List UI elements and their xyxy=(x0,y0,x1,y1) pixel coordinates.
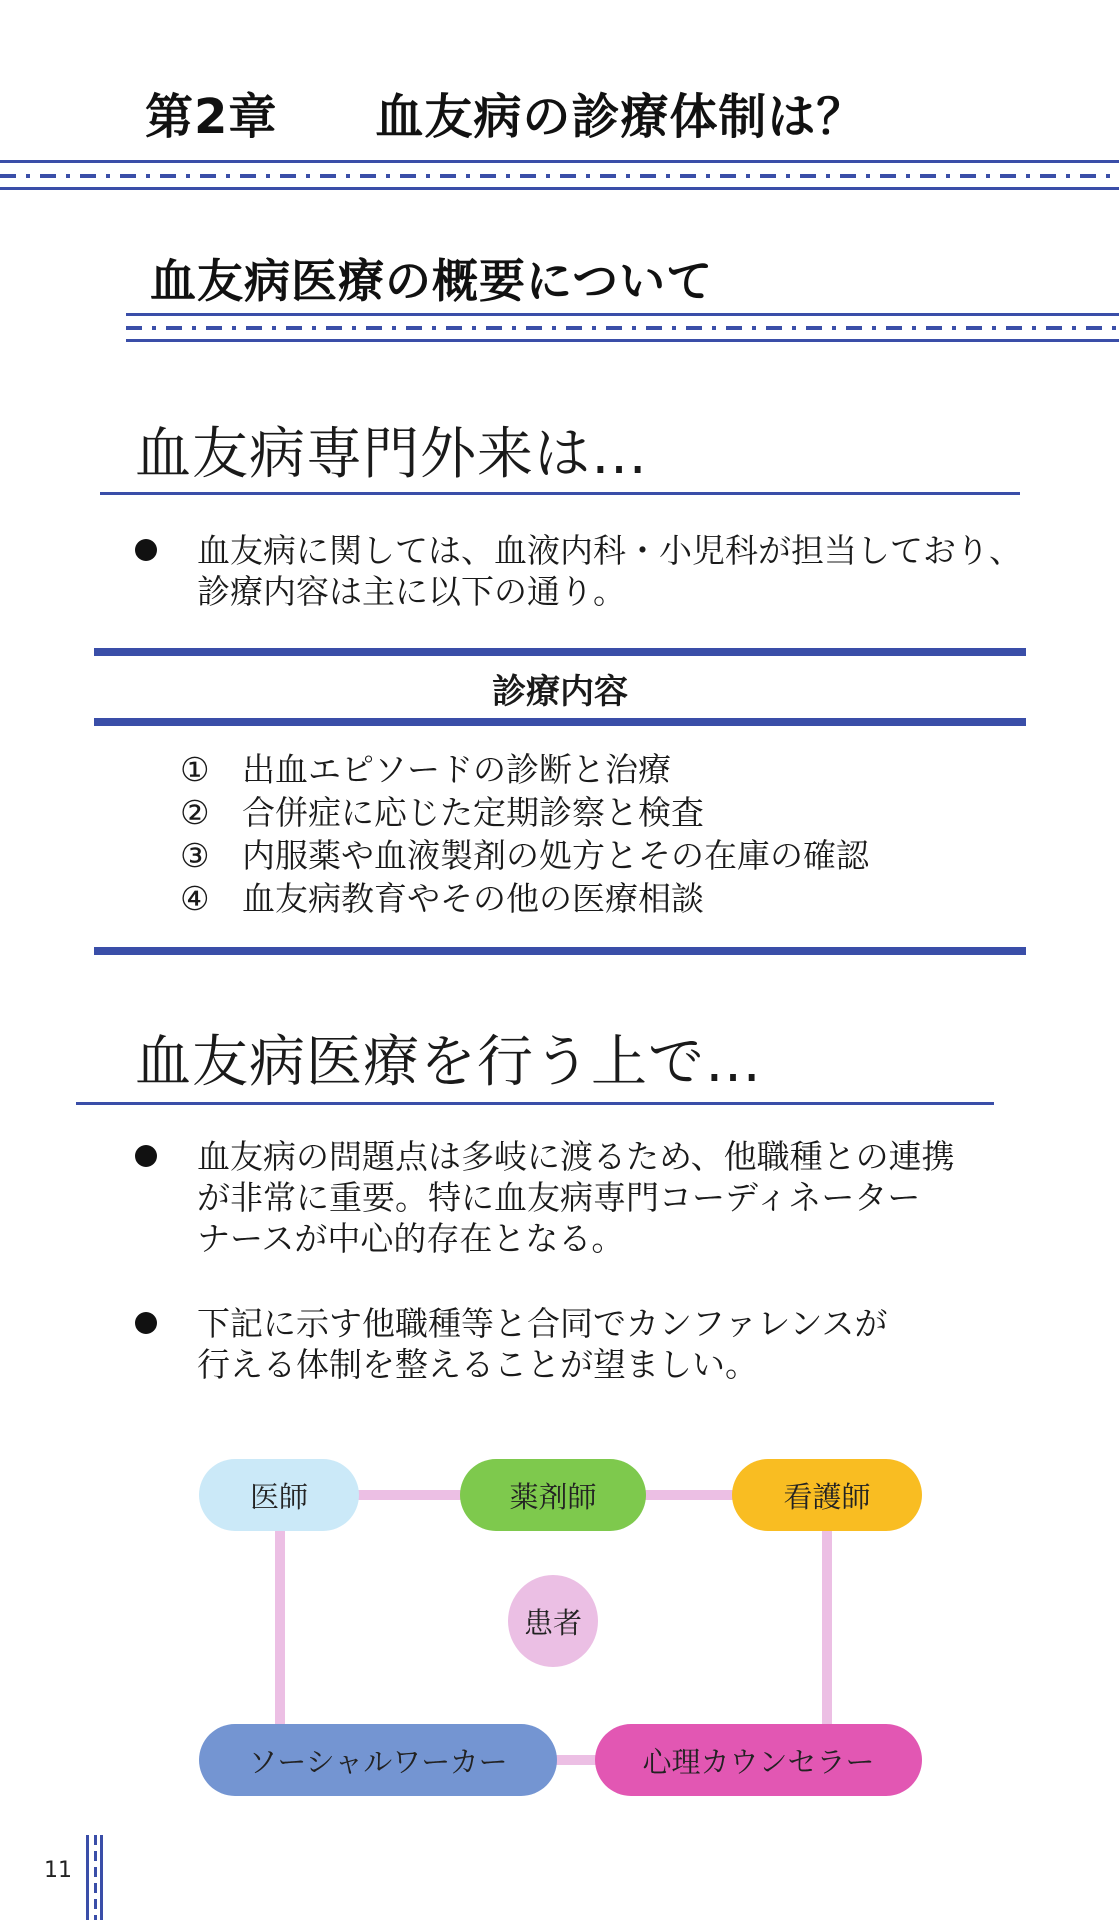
clinic-bullet-line: 診療内容は主に以下の通り。 xyxy=(197,572,626,611)
header-rule-bottom xyxy=(0,187,1119,190)
node-patient xyxy=(508,1575,598,1667)
treatment-box-bottom-bar xyxy=(94,947,1026,955)
footer-margin-rule xyxy=(86,1835,89,1920)
list-item-number: ④ xyxy=(180,879,210,918)
footer-margin-rule xyxy=(94,1835,97,1920)
treatment-box-top-bar xyxy=(94,648,1026,656)
node-pharmacist-label: 薬剤師 xyxy=(509,1479,597,1514)
node-pharmacist xyxy=(460,1459,646,1531)
practice-heading-underline xyxy=(76,1102,994,1105)
page-number: 11 xyxy=(44,1858,72,1883)
list-item-number: ② xyxy=(180,793,210,832)
bullet-dot-icon xyxy=(135,539,157,561)
list-item-number: ① xyxy=(180,750,210,789)
node-counselor xyxy=(595,1724,922,1796)
link-socialworker-counselor xyxy=(556,1755,596,1765)
link-doctor-pharmacist xyxy=(358,1490,461,1500)
bullet-dot-icon xyxy=(135,1312,157,1334)
node-counselor-label: 心理カウンセラー xyxy=(642,1744,875,1779)
list-item-text: 合併症に応じた定期診察と検査 xyxy=(242,793,704,832)
treatment-list xyxy=(180,748,869,920)
practice-bullet-line: 下記に示す他職種等と合同でカンファレンスが xyxy=(197,1304,888,1343)
node-doctor-label: 医師 xyxy=(249,1479,308,1514)
node-nurse-label: 看護師 xyxy=(783,1479,871,1514)
node-social-worker xyxy=(199,1724,557,1796)
list-item xyxy=(180,791,869,834)
clinic-heading-underline xyxy=(100,492,1020,495)
practice-heading: 血友病医療を行う上で… xyxy=(135,1030,762,1095)
link-doctor-socialworker xyxy=(275,1530,285,1726)
node-nurse xyxy=(732,1459,922,1531)
node-patient-label: 患者 xyxy=(523,1605,582,1640)
bullet-dot-icon xyxy=(135,1145,157,1167)
footer-margin-rule xyxy=(100,1835,103,1920)
list-item xyxy=(180,834,869,877)
practice-bullet-line: 行える体制を整えることが望ましい。 xyxy=(197,1345,758,1384)
section-dash-rule xyxy=(126,326,1119,330)
clinic-bullet-line: 血友病に関しては、血液内科・小児科が担当しており、 xyxy=(197,531,1022,570)
list-item-text: 内服薬や血液製剤の処方とその在庫の確認 xyxy=(242,836,869,875)
header-dash-rule xyxy=(0,174,1119,178)
link-pharmacist-nurse xyxy=(645,1490,733,1500)
clinic-heading: 血友病専門外来は… xyxy=(135,422,648,487)
list-item-number: ③ xyxy=(180,836,210,875)
node-doctor xyxy=(199,1459,359,1531)
chapter-title: 第2章 血友病の診療体制は？ xyxy=(145,89,866,145)
treatment-box-title-bar xyxy=(94,718,1026,726)
list-item-text: 血友病教育やその他の医療相談 xyxy=(242,879,704,918)
practice-bullet-line: 血友病の問題点は多岐に渡るため、他職種との連携 xyxy=(197,1137,955,1176)
list-item-text: 出血エピソードの診断と治療 xyxy=(242,750,671,789)
section-rule-bottom xyxy=(126,339,1119,342)
node-social-worker-label: ソーシャルワーカー xyxy=(248,1744,508,1779)
header-rule-top xyxy=(0,160,1119,163)
section-rule-top xyxy=(126,313,1119,316)
list-item xyxy=(180,748,869,791)
treatment-box-title: 診療内容 xyxy=(492,672,628,712)
link-nurse-counselor xyxy=(822,1530,832,1726)
practice-bullet-line: が非常に重要。特に血友病専門コーディネーター xyxy=(197,1178,921,1217)
section-title: 血友病医療の概要について xyxy=(150,254,714,308)
list-item xyxy=(180,877,869,920)
practice-bullet-line: ナースが中心的存在となる。 xyxy=(197,1219,625,1258)
